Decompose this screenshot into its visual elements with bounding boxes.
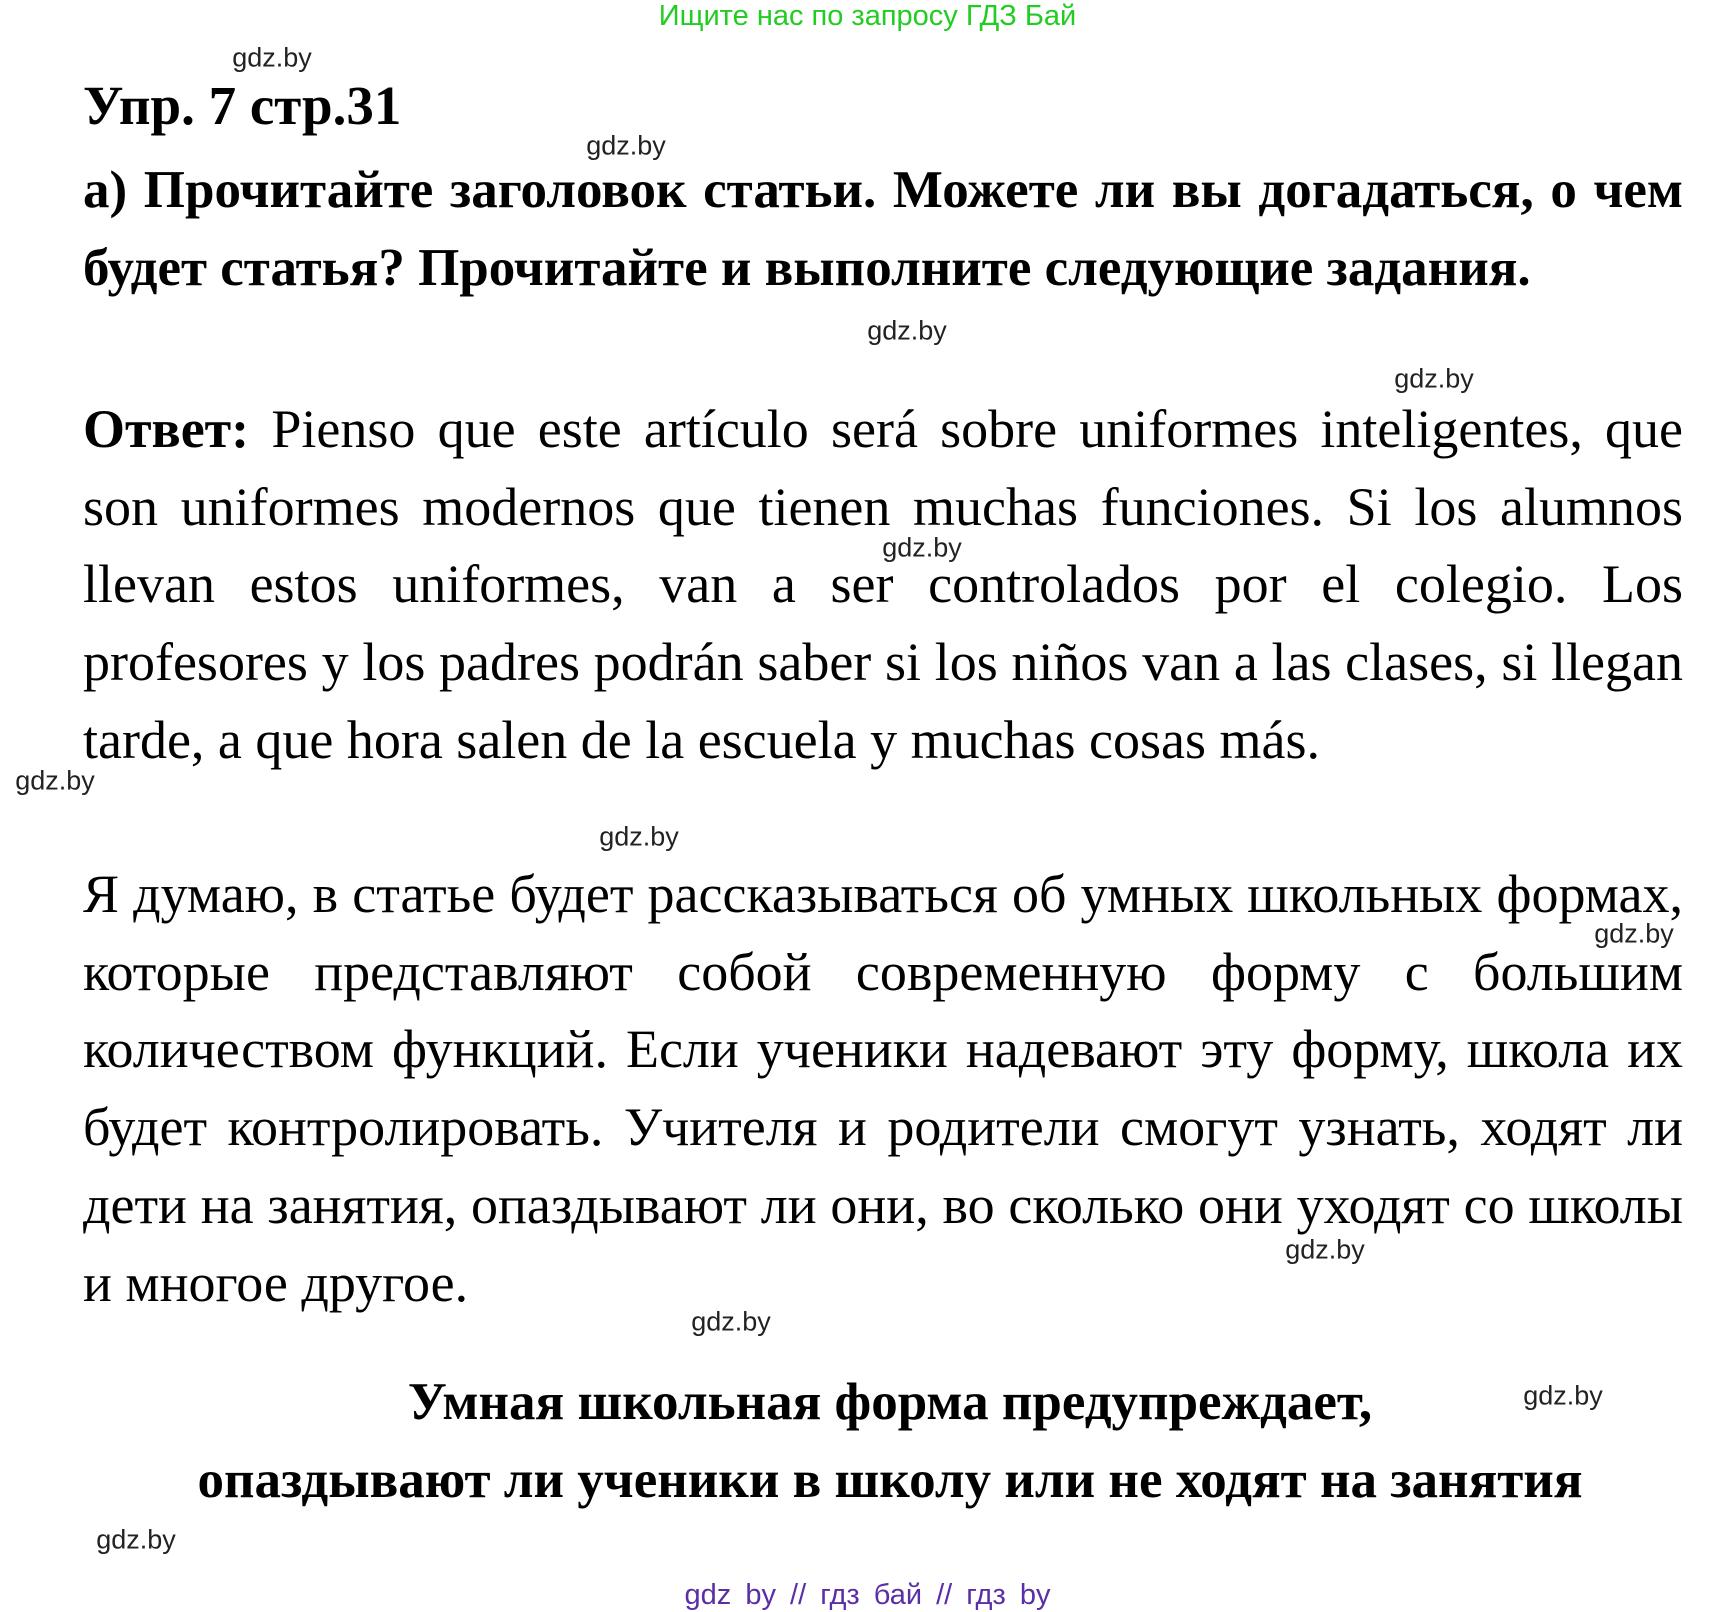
watermark: gdz.by (96, 1524, 176, 1555)
watermark: gdz.by (691, 1306, 771, 1337)
watermark: gdz.by (599, 821, 679, 852)
answer-spanish (83, 391, 1683, 780)
watermark: gdz.by (232, 42, 312, 73)
watermark: gdz.by (1523, 1380, 1603, 1411)
watermark: gdz.by (867, 315, 947, 346)
article-heading-line: опаздывают ли ученики в школу или не ходят на занятия (197, 1450, 1583, 1509)
answer-russian: Я думаю, в статье будет рассказываться об умных школьных формах, которые представляют собой современную форму с большим количеством функций. Если ученики надевают эту форму, школа их будет контролировать. Учителя и родители смогут узнать, ходят ли дети на занятия, опаздывают ли они, во сколько они уходят со школы и многое другое. (83, 864, 1683, 1313)
article-heading-line: Умная школьная форма предупреждает, (407, 1373, 1373, 1431)
answer-spanish-text: Pienso que este artículo será sobre uniformes inteligentes, que son uniformes modernos que tienen muchas funciones. Si los alumnos llevan estos uniformes, van a ser controlados por el colegio. Los profesores y los padres podrán saber si los niños van a las clases, si llegan tarde, a que hora salen de la escuela y muchas cosas más. (83, 399, 1684, 770)
footer-links[interactable]: gdz by // гдз бай // гдз by (684, 1579, 1051, 1611)
watermark: gdz.by (1394, 363, 1474, 394)
watermark: gdz.by (1285, 1234, 1365, 1265)
task-question: а) Прочитайте заголовок статьи. Можете ли вы догадаться, о чем будет статья? Прочитайте и выполните следующие задания. (83, 161, 1683, 297)
watermark: gdz.by (586, 130, 666, 161)
article-heading (90, 1364, 1690, 1519)
answer-label: Ответ: (83, 399, 250, 459)
watermark: gdz.by (15, 765, 95, 796)
exercise-title: Упр. 7 стр.31 (83, 75, 402, 136)
watermark: gdz.by (882, 532, 962, 563)
search-banner: Ищите нас по запросу ГДЗ Бай (658, 0, 1077, 32)
watermark: gdz.by (1594, 918, 1674, 949)
